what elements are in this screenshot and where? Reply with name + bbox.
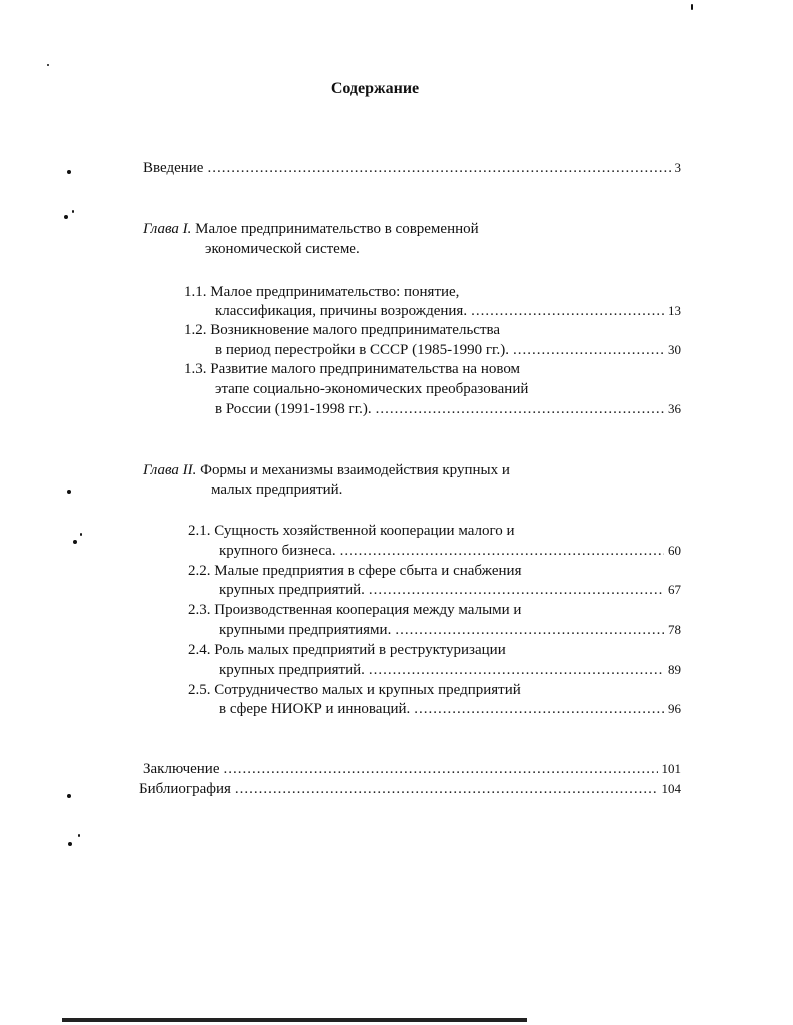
toc-page-number: 60 <box>668 543 681 558</box>
section-2-4-entry <box>219 660 681 680</box>
section-2-3-line2: крупными предприятиями. <box>219 622 392 638</box>
section-2-1-line1: 2.1. Сущность хозяйственной кооперации малого и <box>188 523 515 539</box>
chapter-2-heading <box>143 460 510 480</box>
section-2-5-entry <box>219 699 681 719</box>
scan-speck <box>73 540 77 544</box>
section-1-2-line1: 1.2. Возникновение малого предпринимательства <box>184 322 501 338</box>
scan-speck <box>67 490 71 494</box>
section-1-2-entry <box>215 340 681 360</box>
section-1-1-line2: классификация, причины возрождения. <box>215 303 468 319</box>
toc-page-number: 67 <box>668 582 681 597</box>
chapter-1-title-line2: экономической системе. <box>205 241 360 257</box>
toc-entry-intro <box>143 158 681 178</box>
section-1-1-line1: 1.1. Малое предпринимательство: понятие, <box>184 284 460 300</box>
section-2-5-line1: 2.5. Сотрудничество малых и крупных предприятий <box>188 682 521 698</box>
dot-leader <box>369 660 664 680</box>
chapter-2-title-line1: Формы и механизмы взаимодействия крупных и <box>200 462 510 478</box>
dot-leader <box>513 340 664 360</box>
toc-page-number: 30 <box>668 342 681 357</box>
toc-entry-label: Заключение <box>143 761 220 777</box>
scan-edge-bar <box>62 1018 527 1022</box>
dot-leader <box>235 779 658 799</box>
section-2-3-line1: 2.3. Производственная кооперация между малыми и <box>188 602 522 618</box>
toc-page-number: 3 <box>674 160 681 175</box>
section-2-1-entry <box>219 541 681 561</box>
section-1-3-line1: 1.3. Развитие малого предпринимательства на новом <box>184 361 521 377</box>
dot-leader <box>414 699 664 719</box>
toc-entry-bibliography <box>139 779 681 799</box>
dot-leader <box>395 620 664 640</box>
section-2-3-entry <box>219 620 681 640</box>
chapter-1-title-line1: Малое предпринимательство в современной <box>195 221 479 237</box>
section-1-1-entry <box>215 301 681 321</box>
scan-speck <box>68 842 72 846</box>
scan-speck <box>64 215 68 219</box>
section-2-2-entry <box>219 580 681 600</box>
toc-page-number: 104 <box>661 781 681 796</box>
chapter-2-label: Глава II. <box>143 462 197 478</box>
toc-page-number: 89 <box>668 662 681 677</box>
toc-page-number: 13 <box>668 303 681 318</box>
section-1-3-line2: этапе социально-экономических преобразований <box>215 381 529 397</box>
section-2-4-line2: крупных предприятий. <box>219 662 365 678</box>
scan-speck <box>78 834 80 837</box>
chapter-1-label: Глава I. <box>143 221 192 237</box>
section-2-4-line1: 2.4. Роль малых предприятий в реструктуризации <box>188 642 506 658</box>
dot-leader <box>369 580 664 600</box>
section-2-5-line2: в сфере НИОКР и инноваций. <box>219 701 411 717</box>
scan-speck <box>47 64 49 66</box>
section-2-2-line2: крупных предприятий. <box>219 582 365 598</box>
section-1-2-line2: в период перестройки в СССР (1985-1990 гг.). <box>215 342 509 358</box>
page-title: Содержание <box>330 80 420 97</box>
toc-page-number: 78 <box>668 622 681 637</box>
section-2-1-line2: крупного бизнеса. <box>219 543 336 559</box>
toc-page-number: 36 <box>668 401 681 416</box>
dot-leader <box>207 158 670 178</box>
chapter-1-heading <box>143 219 479 239</box>
dot-leader <box>471 301 664 321</box>
section-1-3-line3: в России (1991-1998 гг.). <box>215 401 372 417</box>
toc-page-number: 96 <box>668 701 681 716</box>
toc-entry-label: Введение <box>143 160 204 176</box>
scan-speck <box>691 4 693 10</box>
section-1-3-entry <box>215 399 681 419</box>
scan-speck <box>67 794 71 798</box>
scan-speck <box>72 210 74 213</box>
chapter-2-title-line2: малых предприятий. <box>211 482 343 498</box>
section-2-2-line1: 2.2. Малые предприятия в сфере сбыта и снабжения <box>188 563 522 579</box>
dot-leader <box>376 399 664 419</box>
dot-leader <box>340 541 664 561</box>
toc-page-number: 101 <box>661 761 681 776</box>
scan-speck <box>80 533 82 536</box>
dot-leader <box>224 759 658 779</box>
toc-entry-label: Библиография <box>139 781 231 797</box>
scan-speck <box>67 170 71 174</box>
toc-entry-conclusion <box>143 759 681 779</box>
